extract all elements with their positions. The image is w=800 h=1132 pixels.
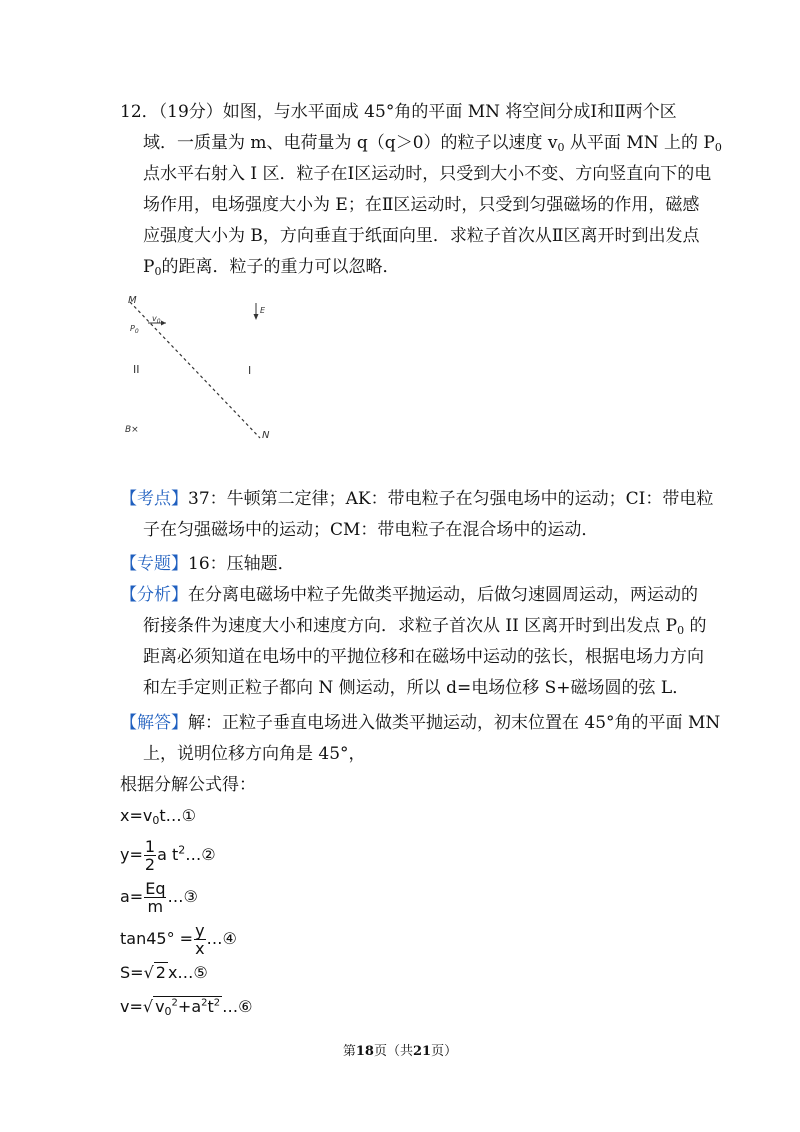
problem-statement — [120, 97, 722, 283]
problem-number: 12． — [120, 102, 159, 122]
page-number: 18 — [355, 1044, 374, 1059]
zhuanti-tag: 【专题】 — [120, 554, 188, 574]
equation-6: v=√ $v_0^2+a^2t^2$ …⑥ — [120, 997, 253, 1018]
label-region-i: I — [248, 364, 252, 377]
field-e-arrowhead — [254, 314, 259, 320]
section-kaodian: 【考点】37：牛顿第二定律；AK：带电粒子在匀强电场中的运动；CI：带电粒 子在匀强磁场中的运动；CM：带电粒子在混合场中的运动． — [120, 489, 714, 540]
decomposition-intro: 根据分解公式得： — [120, 775, 256, 795]
equation-3: a= $\frac{Eq}{m}$ …③ — [120, 879, 198, 916]
kaodian-tag: 【考点】 — [120, 489, 188, 509]
label-p0: $P_0$ — [130, 324, 139, 335]
problem-line-1: 12．（19分）如图，与水平面成 45°角的平面 MN 将空间分成Ⅰ和Ⅱ两个区 — [120, 102, 677, 122]
equation-1: $x=v_0t\dots ①$ — [120, 806, 196, 827]
problem-line-5: 应强度大小为 B，方向垂直于纸面向里．求粒子首次从Ⅱ区离开时到出发点 — [143, 226, 700, 246]
problem-line-2: 域．一质量为 m、电荷量为 q（q＞0）的粒子以速度 $v_0$ 从平面 MN 上的 $P_0$ — [143, 133, 722, 154]
equation-5: S=√ 2 x…⑤ — [120, 963, 208, 982]
problem-figure — [118, 290, 288, 450]
velocity-arrowhead — [161, 321, 166, 326]
label-v0: $v_0$ — [152, 314, 161, 325]
problem-line-3: 点水平右射入 I 区．粒子在Ⅰ区运动时，只受到大小不变、方向竖直向下的电 — [143, 164, 712, 184]
problem-line-6: $P_0$的距离．粒子的重力可以忽略． — [143, 257, 400, 278]
equation-2: y= $\frac{1}{2}$ a $t^2\dots ②$ — [120, 837, 216, 874]
problem-line-4: 场作用，电场强度大小为 E；在Ⅱ区运动时，只受到匀强磁场的作用，磁感 — [143, 195, 700, 215]
label-b-field: B× — [125, 425, 139, 435]
label-region-ii: II — [133, 363, 140, 376]
plane-mn-line — [130, 302, 260, 438]
section-fenxi: 【分析】在分离电磁场中粒子先做类平抛运动，后做匀速圆周运动，两运动的 衔接条件为速度大小和速度方向．求粒子首次从 II 区离开时到出发点 $P_0$ 的 距离必须知道在电场中的平抛位移和在磁场中运动的弦长，根据电场力方向 和左手定则正粒子都向 N 侧运动，所以 d=电场位移 S+磁场圆的弦 L． — [120, 585, 707, 698]
section-jieda: 【解答】解：正粒子垂直电场进入做类平抛运动，初末位置在 45°角的平面 MN 上，说明位移方向角是 45°， 根据分解公式得： — [120, 708, 690, 801]
field-diagram — [118, 290, 288, 450]
label-m: M — [128, 295, 137, 306]
total-pages: 21 — [413, 1044, 432, 1059]
label-n: N — [262, 430, 270, 441]
section-zhuanti: 【专题】16：压轴题． — [120, 554, 295, 574]
problem-score: （19分） — [158, 102, 223, 122]
fenxi-tag: 【分析】 — [120, 585, 188, 605]
label-e: E — [260, 306, 266, 315]
equation-4: tan45° = $\frac{y}{x}$ …④ — [120, 921, 237, 958]
jieda-tag: 【解答】 — [120, 713, 188, 733]
page-footer: 第18页（共21页） — [342, 1044, 458, 1059]
